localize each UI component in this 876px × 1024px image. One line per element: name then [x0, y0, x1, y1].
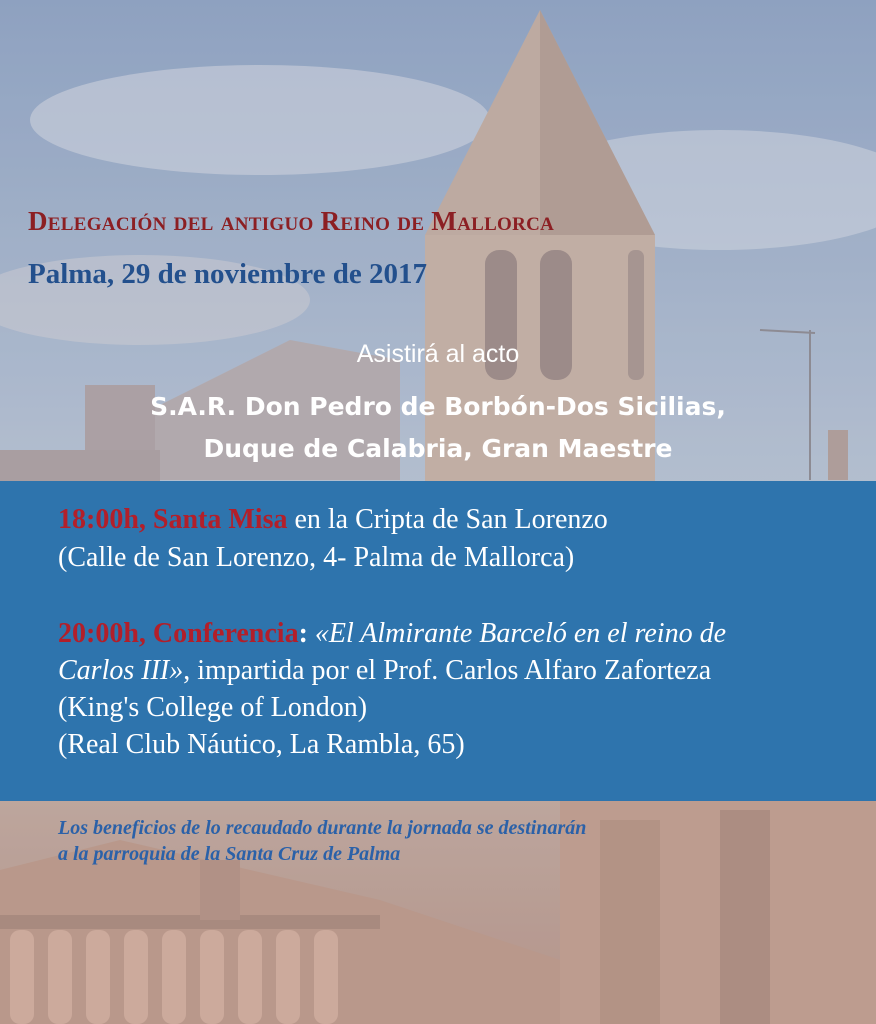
conference-title-part-1: «El Almirante Barceló en el reino de [307, 618, 726, 649]
conference-time-label: 20:00h, Conferencia [58, 618, 299, 649]
event-mass-line-2: (Calle de San Lorenzo, 4- Palma de Mallorca) [58, 542, 575, 573]
event-date: Palma, 29 de noviembre de 2017 [28, 258, 427, 290]
event-mass-line-1 [58, 504, 608, 536]
event-conference-line-2 [58, 655, 711, 687]
delegation-title: Delegación del antiguo Reino de Mallorca [28, 206, 555, 236]
footer-note-line-1: Los beneficios de lo recaudado durante la jornada se destinarán [58, 817, 587, 839]
conference-title-part-2: Carlos III» [58, 655, 184, 686]
attendance-intro: Asistirá al acto [356, 340, 520, 368]
event-conference-line-3: (King's College of London) [58, 692, 368, 723]
event-conference-line-1 [58, 618, 726, 650]
event-conference-line-4: (Real Club Náutico, La Rambla, 65) [58, 729, 465, 760]
guest-title: Duque de Calabria, Gran Maestre [203, 434, 673, 463]
conference-colon: : [298, 618, 308, 649]
footer-note-line-2: a la parroquia de la Santa Cruz de Palma [58, 843, 401, 865]
conference-speaker: , impartida por el Prof. Carlos Alfaro Zaforteza [183, 655, 712, 686]
mass-time-label: 18:00h, Santa Misa [58, 504, 288, 535]
guest-name: S.A.R. Don Pedro de Borbón-Dos Sicilias, [150, 392, 726, 421]
mass-location: en la Cripta de San Lorenzo [287, 504, 608, 535]
